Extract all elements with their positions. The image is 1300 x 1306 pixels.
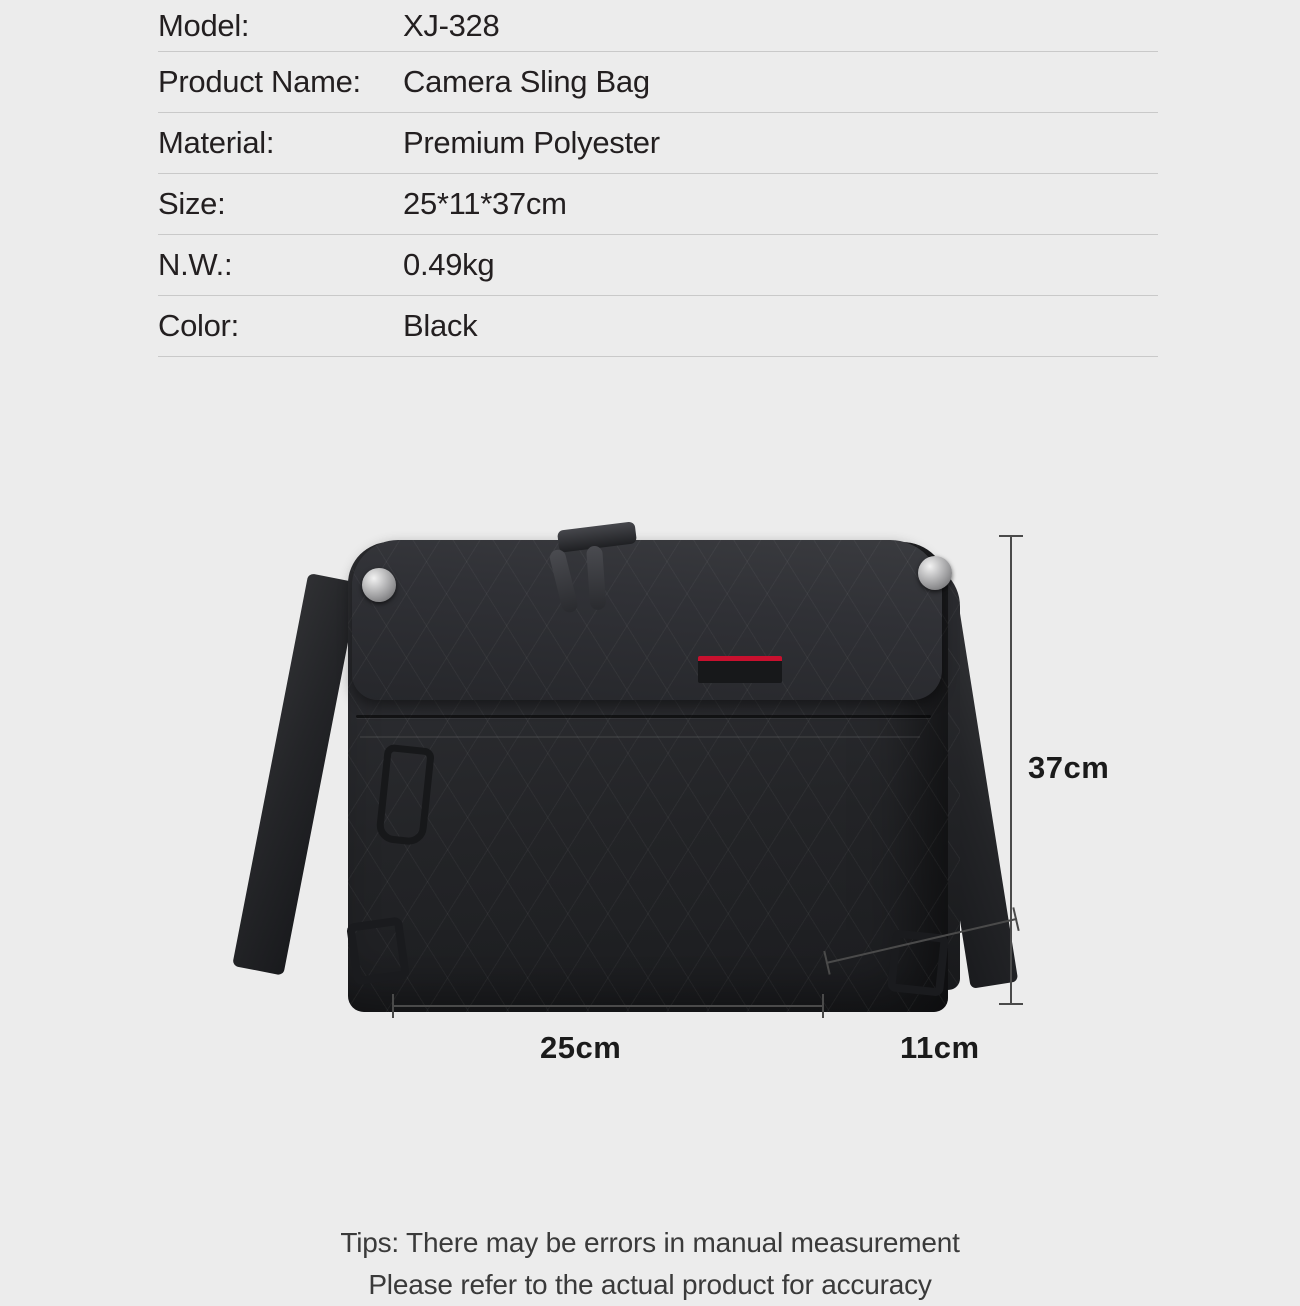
tips-line-1: Tips: There may be errors in manual measurement xyxy=(340,1227,960,1258)
dimension-line-width xyxy=(392,1005,824,1007)
spec-label-product-name: Product Name: xyxy=(158,64,361,99)
metal-stud-right xyxy=(918,556,952,590)
strap-buckle-left xyxy=(346,916,410,985)
shoulder-strap-left xyxy=(232,573,359,976)
spec-label-size: Size: xyxy=(158,186,226,221)
spec-value-model: XJ-328 xyxy=(403,7,500,43)
table-row xyxy=(158,174,1158,235)
spec-value-product-name: Camera Sling Bag xyxy=(403,64,650,99)
strap-buckle-right xyxy=(887,929,949,997)
spec-value-color: Black xyxy=(403,308,478,343)
dimension-label-width: 25cm xyxy=(540,1030,622,1065)
table-row xyxy=(158,296,1158,357)
metal-stud-left xyxy=(362,568,396,602)
fabric-texture xyxy=(352,540,942,700)
dimension-label-depth: 11cm xyxy=(900,1030,980,1065)
spec-value-size: 25*11*37cm xyxy=(403,186,567,221)
product-illustration xyxy=(0,470,1300,1120)
camera-sling-bag-image xyxy=(300,520,1020,1040)
spec-label-color: Color: xyxy=(158,308,239,343)
dimension-line-height xyxy=(1010,535,1012,1005)
tips-line-2: Please refer to the actual product for accuracy xyxy=(368,1269,932,1300)
table-row xyxy=(158,113,1158,174)
spec-label-net-weight: N.W.: xyxy=(158,247,233,282)
spec-label-material: Material: xyxy=(158,125,275,160)
front-pocket-seam xyxy=(356,715,931,718)
table-row xyxy=(158,0,1158,52)
table-row xyxy=(158,52,1158,113)
spec-value-net-weight: 0.49kg xyxy=(403,247,495,282)
bag-top-lid xyxy=(352,540,942,700)
brand-label xyxy=(698,656,782,683)
tips-note xyxy=(0,1222,1300,1306)
table-row xyxy=(158,235,1158,296)
dimension-label-height: 37cm xyxy=(1028,750,1110,785)
carabiner-hook-icon xyxy=(375,744,435,847)
specification-table xyxy=(158,0,1158,357)
front-pocket-zipper xyxy=(360,736,920,738)
spec-value-material: Premium Polyester xyxy=(403,125,660,160)
spec-label-model: Model: xyxy=(158,7,250,43)
